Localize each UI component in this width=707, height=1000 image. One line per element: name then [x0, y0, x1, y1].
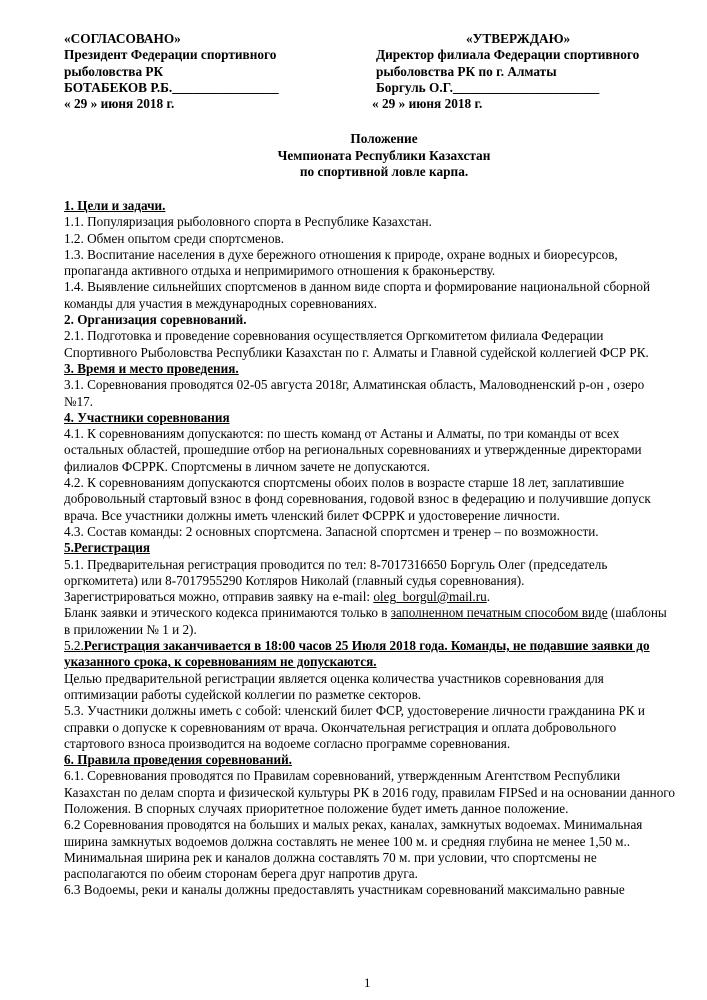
approved-title: «УТВЕРЖДАЮ»: [466, 31, 571, 46]
agreed-position: Президент Федерации спортивного: [64, 47, 277, 63]
section-heading-time-place: 3. Время и место проведения.: [64, 360, 239, 376]
document-title: [64, 131, 664, 181]
section-heading-rules: 6. Правила проведения соревнований.: [64, 752, 292, 768]
paragraph-3-1: 3.1. Соревнования проводятся 02-05 августа 2018г, Алматинская область, Маловодненский р-он , озеро №17.: [64, 377, 645, 409]
paragraph-6-3: 6.3 Водоемы, реки и каналы должны предоставлять участникам соревнований максимально равные: [64, 882, 625, 898]
approved-position: Директор филиала Федерации спортивного: [376, 47, 640, 63]
paragraph-5-3: 5.3. Участники должны иметь с собой: членский билет ФСР, удостоверение личности гражданина РК и справки о допуске к соревнованиям от врача. Окончательная регистрация и оплата добровольного стартового взноса производится на водоеме согласно программе соревнования.: [64, 703, 645, 751]
page-number: 1: [364, 975, 371, 990]
agreed-title: «СОГЛАСОВАНО»: [64, 31, 181, 46]
form-text: Бланк заявки и этического кодекса принимаются только в: [64, 605, 391, 621]
title-line-1: Положение: [350, 131, 418, 146]
paragraph-6-1: 6.1. Соревнования проводятся по Правилам соревнований, утвержденным Агентством Республики Казахстан по делам спорта и физической культуры РК в 2016 году, правилам FIPSed и на основании данного Положения. В спорных случаях приоритетное положение будет иметь данное положение.: [64, 768, 675, 816]
paragraph-4-3: 4.3. Состав команды: 2 основных спортсмена. Запасной спортсмен и тренер – по возможности.: [64, 523, 599, 539]
paragraph-5-1: 5.1. Предварительная регистрация проводится по тел: 8-7017316650 Боргуль Олег (председатель оргкомитета) или 8-7017955290 Котляров Николай (главный судья соревнования).: [64, 556, 608, 588]
document-body: [64, 198, 676, 899]
paragraph-4-2: 4.2. К соревнованиям допускаются спортсмены обоих полов в возрасте старше 18 лет, заплатившие добровольный стартовый взнос в фонд соревнования, годовой взнос в федерацию и получившие допуск врача. Все участники должны иметь членский билет ФСРРК и удостоверение личности.: [64, 475, 651, 523]
form-text-tail: (шаблоны в приложении № 1 и 2).: [64, 605, 667, 637]
email-text: Зарегистрироваться можно, отправив заявку на e-mail:: [64, 589, 374, 605]
document-header: [64, 31, 704, 112]
email-period: .: [486, 589, 490, 605]
approved-date: « 29 » июня 2018 г.: [372, 96, 483, 112]
paragraph-5-purpose: Целью предварительной регистрации является оценка количества участников соревнования для оптимизации работы судейской коллегии по разметке секторов.: [64, 670, 604, 702]
paragraph-1-2: 1.2. Обмен опытом среди спортсменов.: [64, 230, 285, 246]
agreed-signature-line: БОТАБЕКОВ Р.Б.________________: [64, 79, 279, 95]
paragraph-1-1: 1.1. Популяризация рыболовного спорта в Республике Казахстан.: [64, 214, 432, 230]
section-heading-goals: 1. Цели и задачи.: [64, 198, 166, 213]
paragraph-5-2: [64, 638, 676, 671]
approved-position-cont: рыболовства РК по г. Алматы: [376, 63, 557, 79]
section-heading-participants: 4. Участники соревнования: [64, 409, 230, 425]
paragraph-1-3: 1.3. Воспитание населения в духе бережного отношения к природе, охране водных и биоресурсов, пропаганда активного отдыха и непримиримого отношения к браконьерству.: [64, 246, 618, 279]
title-line-3: по спортивной ловле карпа.: [299, 164, 469, 179]
agreed-date: « 29 » июня 2018 г.: [64, 96, 175, 112]
section-heading-registration: 5.Регистрация: [64, 540, 150, 556]
email-link[interactable]: oleg_borgul@mail.ru: [373, 589, 487, 605]
title-line-2: Чемпионата Республики Казахстан: [277, 147, 491, 163]
paragraph-2-1: 2.1. Подготовка и проведение соревнования осуществляется Оргкомитетом филиала Федерации Спортивного Рыболовства Республики Казахстан по г. Алматы и Главной судейской коллегией ФСР РК.: [64, 328, 649, 360]
approval-block-approved: [372, 31, 639, 112]
form-underlined-text: заполненном печатным способом виде: [390, 605, 608, 621]
approval-block-agreed: [64, 31, 279, 112]
paragraph-5-email: [64, 589, 676, 605]
approved-signature-line: Боргуль О.Г.______________________: [376, 79, 600, 95]
deadline-text: Регистрация заканчивается в 18:00 часов 25 Июля 2018 года. Команды, не подавшие заявки до указанного срока, к соревнованиям не допускаются.: [64, 638, 650, 670]
paragraph-1-4: 1.4. Выявление сильнейших спортсменов в данном виде спорта и формирование национальной сборной команды для участия в международных соревнованиях.: [64, 279, 651, 311]
paragraph-4-1: 4.1. К соревнованиям допускаются: по шесть команд от Астаны и Алматы, по три команды от всех остальных областей, прошедшие отбор на региональных соревнованиях и утвержденные директорами филиалов ФСРРК. Спортсмены в личном зачете не допускаются.: [64, 426, 642, 474]
deadline-number: 5.2.: [64, 638, 84, 654]
agreed-position-cont: рыболовства РК: [64, 63, 164, 79]
section-heading-organization: 2. Организация соревнований.: [64, 312, 247, 328]
paragraph-6-2: 6.2 Соревнования проводятся на больших и малых реках, каналах, замкнутых водоемах. Минимальная ширина замкнутых водоемов должна составлять не менее 100 м. и средняя глубина не менее 1,50 м.. Минимальная ширина рек и каналов должна составлять 70 м. при условии, что спортсмены не располагаются по обеим сторонам берега друг напротив друга.: [64, 817, 643, 882]
paragraph-5-form: [64, 605, 676, 638]
